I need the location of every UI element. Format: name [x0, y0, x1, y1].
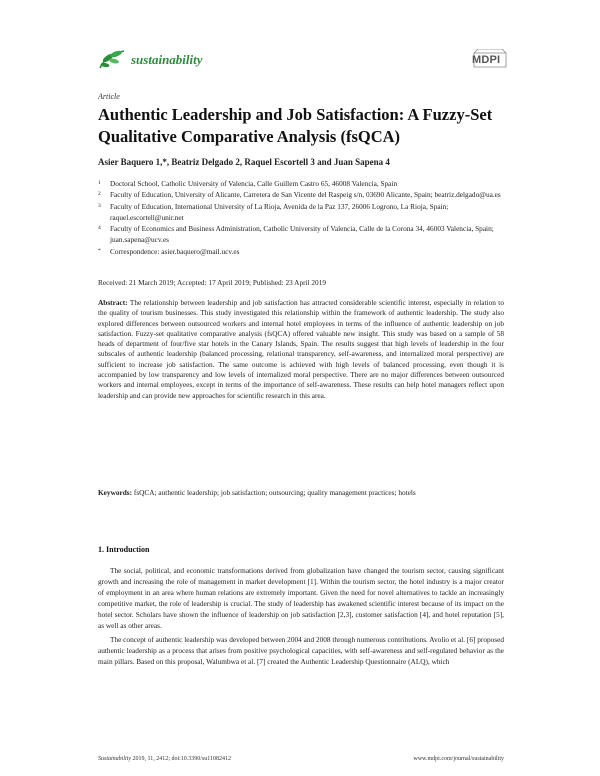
publisher-logo[interactable] — [470, 49, 510, 71]
correspondence-email[interactable]: Correspondence: asier.baquero@mail.ucv.es — [110, 246, 240, 256]
affiliation-item — [98, 246, 508, 257]
journal-name: sustainability — [131, 52, 203, 67]
affiliation-text: Faculty of Education, International University of La Rioja, Avenida de la Paz 137, 26006 Logrono, La Rioja, Spain; raquel.escortell@unir.net — [110, 201, 449, 222]
leaf-icon — [98, 48, 128, 72]
footer-doi[interactable]: 2019, 11, 2412; doi:10.3390/su11082412 — [132, 756, 232, 762]
section-heading-introduction: 1. Introduction — [98, 545, 150, 554]
affiliation-number: 2 — [98, 191, 101, 198]
publisher-name: MDPI — [472, 54, 501, 66]
affiliation-number: * — [98, 247, 101, 254]
body-paragraph: The concept of authentic leadership was developed between 2004 and 2008 through numerous contributions. Avolio et al. [6] proposed authentic leadership as a process that arises from positive psychological capacities, with self-awareness and self-regulated behavior as the main pillars. Based on this proposal, Walumbwa et al. [7] created the Authentic Leadership Questionnaire (ALQ), which — [98, 634, 504, 666]
affiliation-number: 1 — [98, 180, 101, 186]
footer-journal: Sustainability — [98, 756, 131, 762]
keywords-label: Keywords: — [98, 488, 133, 497]
keywords-text: fsQCA; authentic leadership; job satisfaction; outsourcing; quality management practices; hotels — [133, 488, 416, 497]
affiliations-list — [98, 178, 508, 257]
abstract-text: The relationship between leadership and job satisfaction has attracted considerable scientific interest, especially in relation to the quality of tourism businesses. This study investigated this relationship within the framework of authentic leadership. The study also explored differences between outsourced workers and internal hotel employees in terms of the influence of authentic leadership on job satisfaction. Fuzzy-set qualitative comparative analysis (fsQCA) offered valuable new insight. This study was based on a sample of 58 heads of department of four/five star hotels in the Canary Islands, Spain. The results suggest that high levels of leadership in the four subscales of authentic leadership (balanced processing, relational transparency, self-awareness, and internalized moral perspective) are sufficient to increase job satisfaction. The same outcome is achieved with high levels of balanced processing, even though it is accompanied by low transparency and low levels of internalized moral perspective. There are no major differences between outsourced workers and internal employees, except in terms of the importance of self-awareness. These results can help hotel managers reflect upon leadership and can provide new approaches for scientific research in this area. — [98, 298, 504, 400]
body-paragraph: The social, political, and economic transformations derived from globalization have changed the tourism sector, causing significant growth and increasing the role of management in market development [1]. Within the tourism sector, the hotel industry is a major creator of employment in an area where human relations are extremely important. Given the need for novel alternatives to tackle an increasingly competitive market, the role of leadership is crucial. The study of leadership has awakened scientific interest because of its impact on the hotel sector. Scholars have shown the influence of leadership on job satisfaction [2,3], customer satisfaction [4], and hotel reputation [5], as well as other areas. — [98, 566, 504, 631]
abstract-label: Abstract: — [98, 298, 128, 307]
affiliation-item — [98, 189, 508, 200]
publication-dates: Received: 21 March 2019; Accepted: 17 April 2019; Published: 23 April 2019 — [98, 278, 326, 287]
affiliation-item — [98, 178, 508, 189]
affiliation-item — [98, 223, 508, 246]
article-title: Authentic Leadership and Job Satisfaction: A Fuzzy-Set Qualitative Comparative Analysis (fsQCA) — [98, 105, 493, 146]
introduction-body — [98, 565, 504, 669]
keywords — [98, 487, 504, 498]
article-type-label: Article — [98, 92, 120, 101]
footer-citation — [98, 756, 231, 762]
affiliation-item — [98, 201, 508, 224]
affiliation-number: 4 — [98, 225, 101, 232]
footer-url[interactable]: www.mdpi.com/journal/sustainability — [413, 756, 504, 762]
author-list: Asier Baquero 1,*, Beatriz Delgado 2, Raquel Escortell 3 and Juan Sapena 4 — [98, 157, 390, 167]
affiliation-text: Faculty of Education, University of Alicante, Carretera de San Vicente del Raspeig s/n, 03690 Alicante, Spain; beatriz.delgado@ua.es — [110, 190, 501, 200]
abstract — [98, 298, 504, 401]
affiliation-text: Doctoral School, Catholic University of Valencia, Calle Guillem Castro 65, 46008 Valencia, Spain — [110, 179, 398, 188]
affiliation-number: 3 — [98, 202, 101, 209]
journal-logo[interactable] — [98, 48, 238, 74]
affiliation-text: Faculty of Economics and Business Administration, Catholic University of Valencia, Calle de la Corona 34, 46003 Valencia, Spain; juan.sapena@ucv.es — [110, 224, 494, 245]
